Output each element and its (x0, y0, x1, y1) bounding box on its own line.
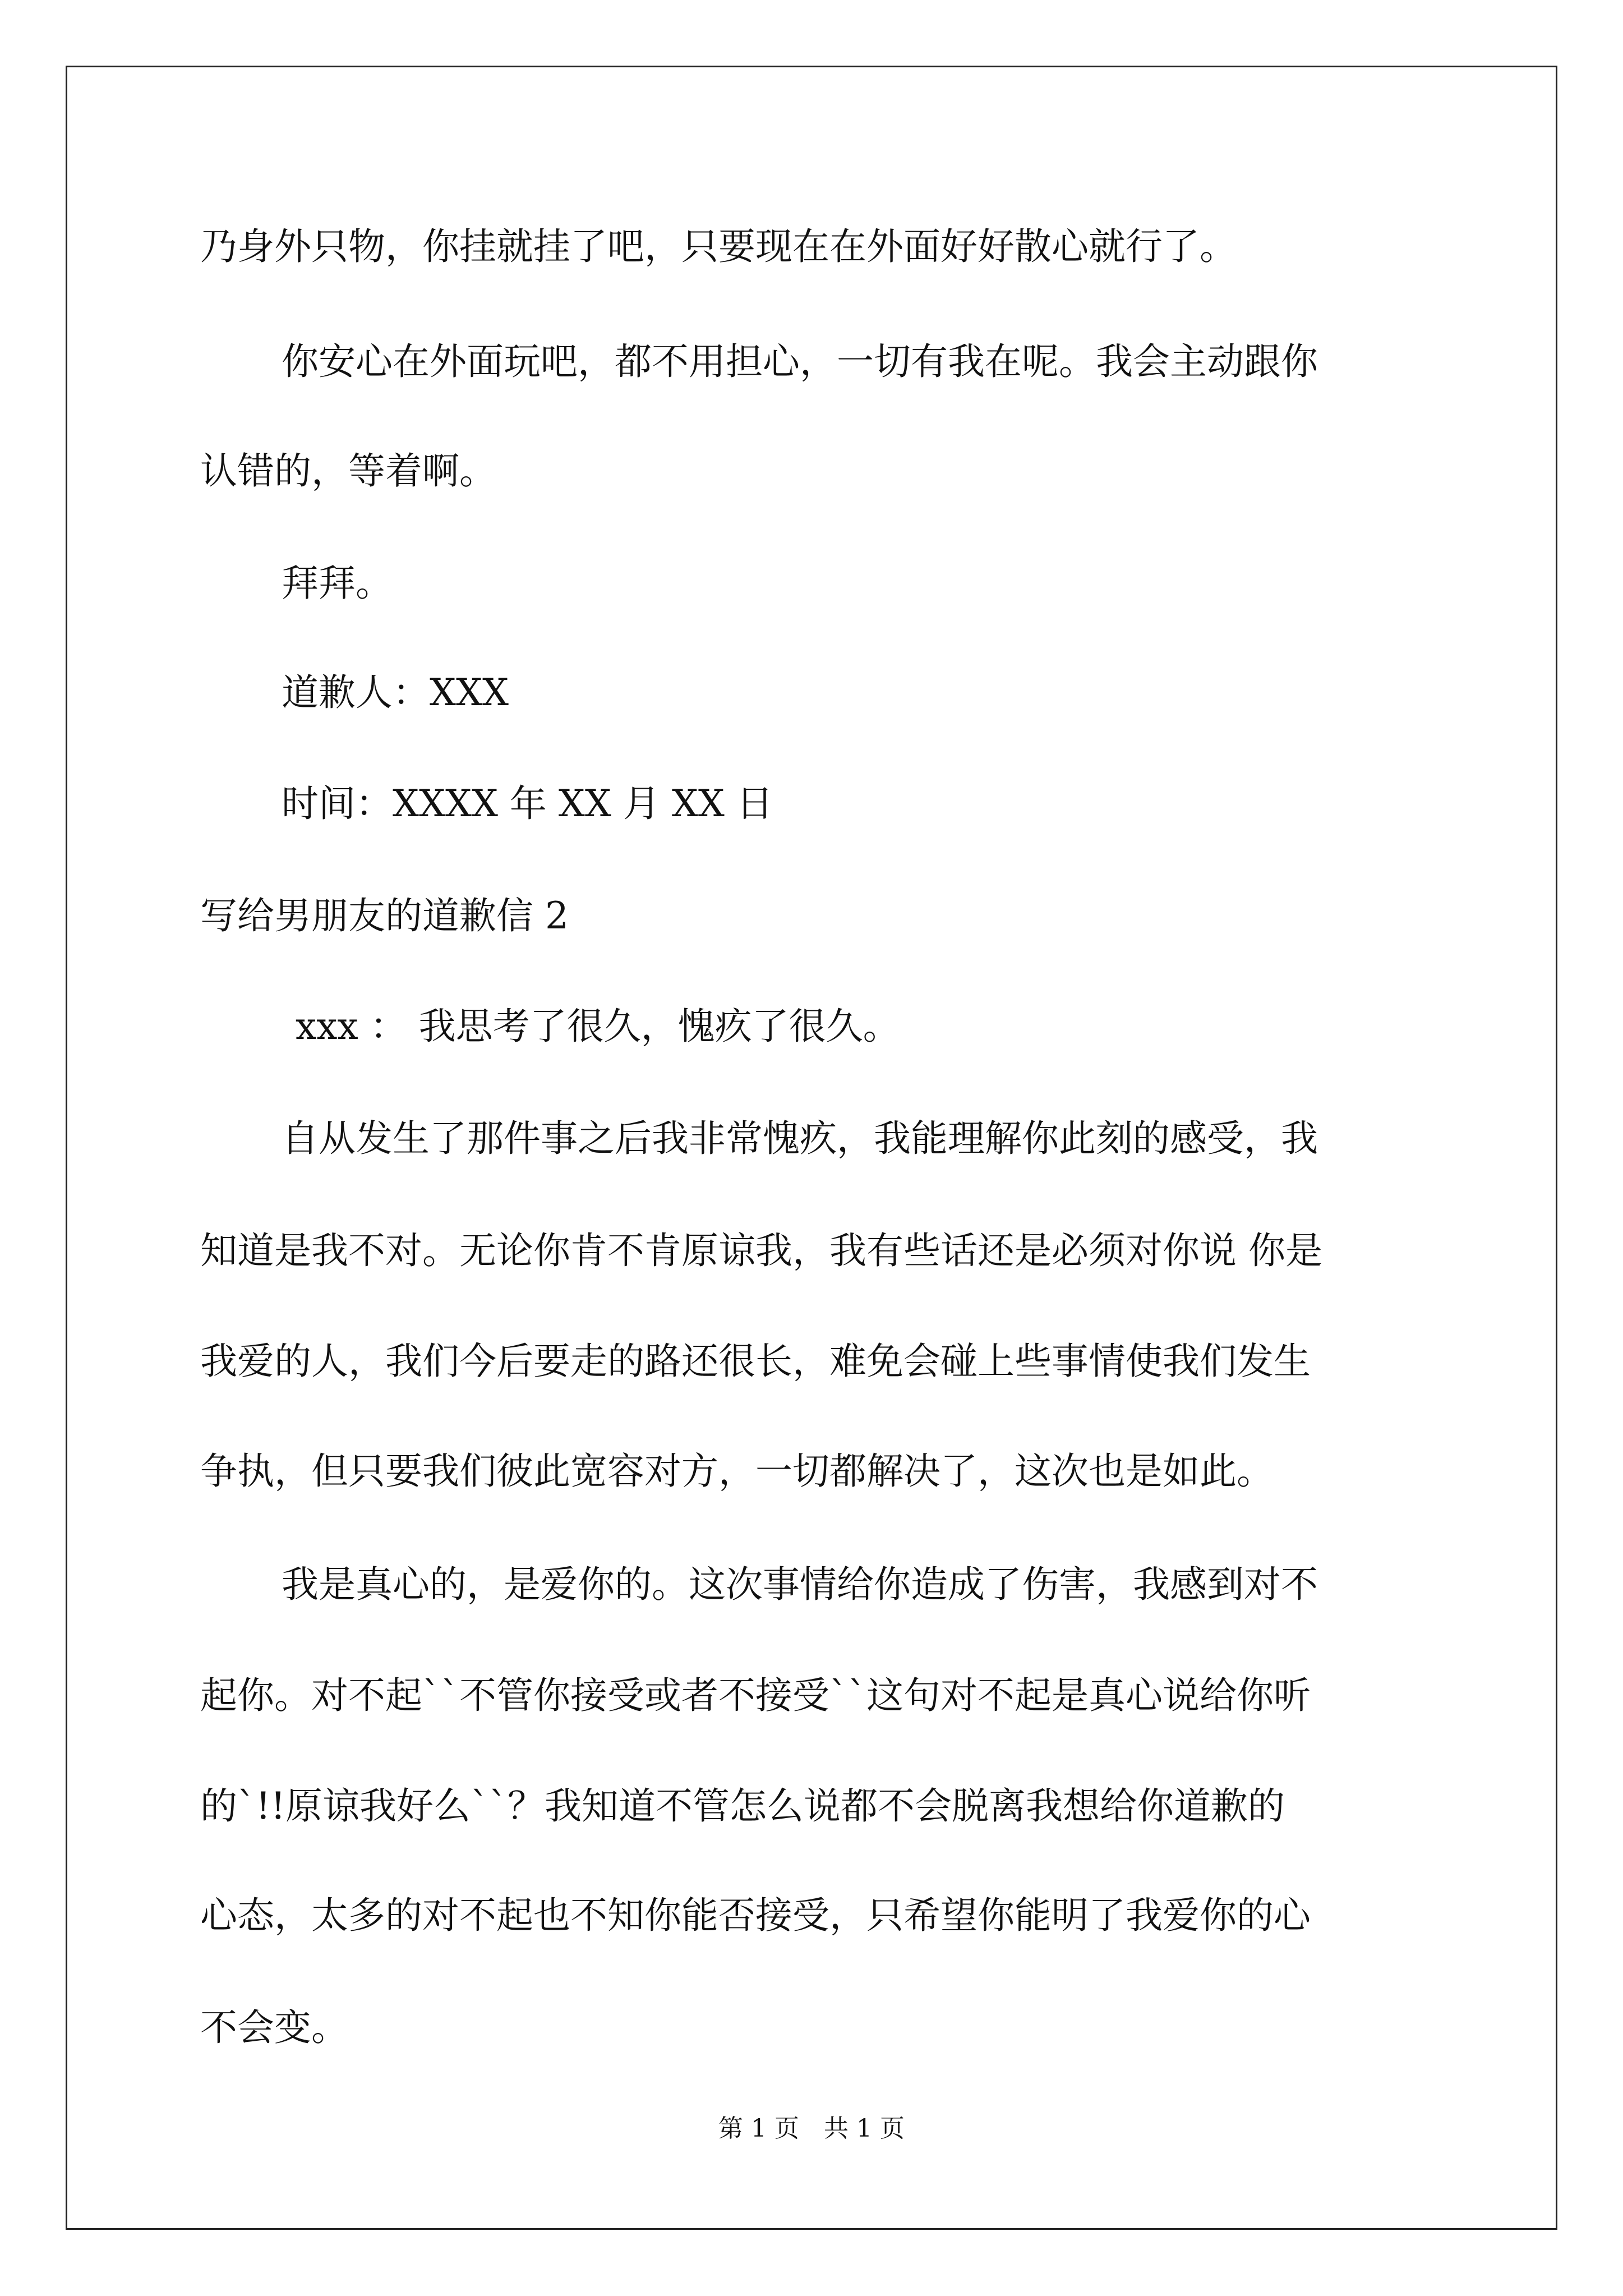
paragraph-line: 争执，但只要我们彼此宽容对方，一切都解决了，这次也是如此。 (200, 1450, 1274, 1493)
paragraph-line: 你安心在外面玩吧，都不用担心，一切有我在呢。我会主动跟你 (282, 340, 1318, 383)
paragraph-line: 的`!!原谅我好么``？我知道不管怎么说都不会脱离我想给你道歉的 (200, 1784, 1285, 1828)
paragraph-line: 认错的，等着啊。 (200, 449, 496, 493)
salutation-line: xxx ： 我思考了很久，愧疚了很久。 (296, 1005, 900, 1048)
page-number-footer: 第 1 页 共 1 页 (718, 2114, 905, 2143)
signature-line: 道歉人：XXX (282, 671, 509, 714)
section-heading: 写给男朋友的道歉信 2 (200, 894, 569, 937)
date-line: 时间：XXXX 年 XX 月 XX 日 (282, 782, 773, 825)
paragraph-line: 我爱的人，我们今后要走的路还很长，难免会碰上些事情使我们发生 (200, 1340, 1311, 1383)
paragraph-line: 自从发生了那件事之后我非常愧疚，我能理解你此刻的感受，我 (282, 1117, 1318, 1160)
paragraph-line: 心态，太多的对不起也不知你能否接受，只希望你能明了我爱你的心 (200, 1894, 1311, 1937)
paragraph-line: 拜拜。 (282, 562, 393, 605)
paragraph-line: 我是真心的，是爱你的。这次事情给你造成了伤害，我感到对不 (282, 1563, 1318, 1606)
paragraph-line: 知道是我不对。无论你肯不肯原谅我，我有些话还是必须对你说 你是 (200, 1229, 1322, 1272)
paragraph-line: 起你。对不起``不管你接受或者不接受``这句对不起是真心说给你听 (200, 1674, 1311, 1717)
paragraph-line: 不会变。 (200, 2006, 348, 2049)
paragraph-line: 乃身外只物，你挂就挂了吧，只要现在在外面好好散心就行了。 (200, 225, 1237, 268)
